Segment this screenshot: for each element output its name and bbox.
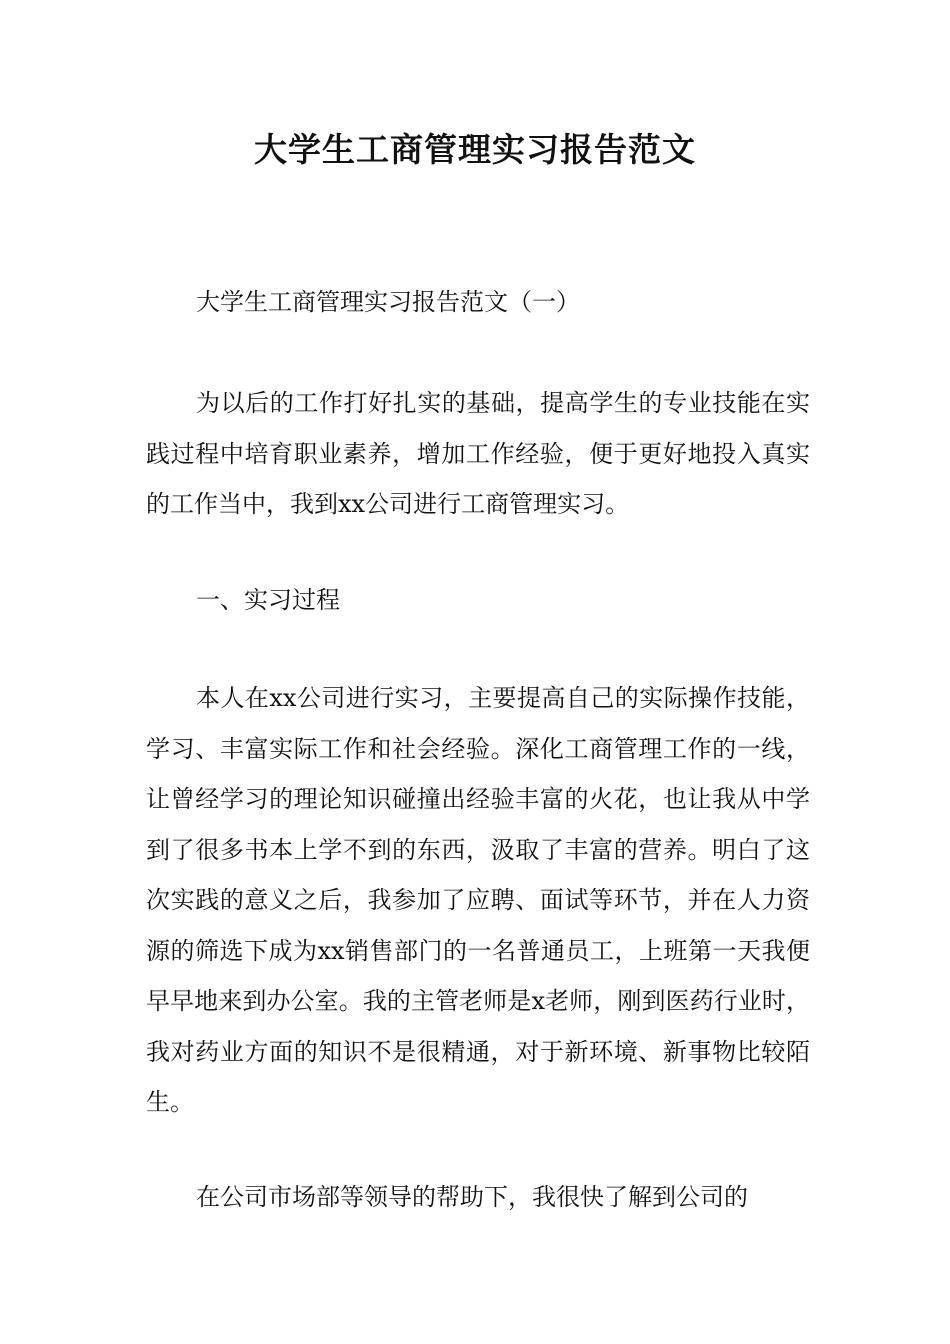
- document-subtitle: 大学生工商管理实习报告范文（一）: [196, 288, 580, 316]
- document-title: 大学生工商管理实习报告范文: [254, 130, 696, 169]
- paragraph-continued: 在公司市场部等领导的帮助下，我很快了解到公司的: [196, 1183, 748, 1211]
- paragraph-internship-process: 本人在xx公司进行实习，主要提高自己的实际操作技能，学习、丰富实际工作和社会经验。深化工商管理工作的一线，让曾经学习的理论知识碰撞出经验丰富的火花，也让我从中学到了很多书本上学不到的东西，汲取了丰富的营养。明白了这次实践的意义之后，我参加了应聘、面试等环节，并在人力资源的筛选下成为xx销售部门的一名普通员工，上班第一天我便早早地来到办公室。我的主管老师是x老师，刚到医药行业时，我对药业方面的知识不是很精通，对于新环境、新事物比较陌生。: [146, 684, 810, 1116]
- section-heading: 一、实习过程: [196, 586, 340, 614]
- paragraph-intro: 为以后的工作打好扎实的基础，提高学生的专业技能在实践过程中培育职业素养，增加工作经验，便于更好地投入真实的工作当中，我到xx公司进行工商管理实习。: [146, 389, 810, 518]
